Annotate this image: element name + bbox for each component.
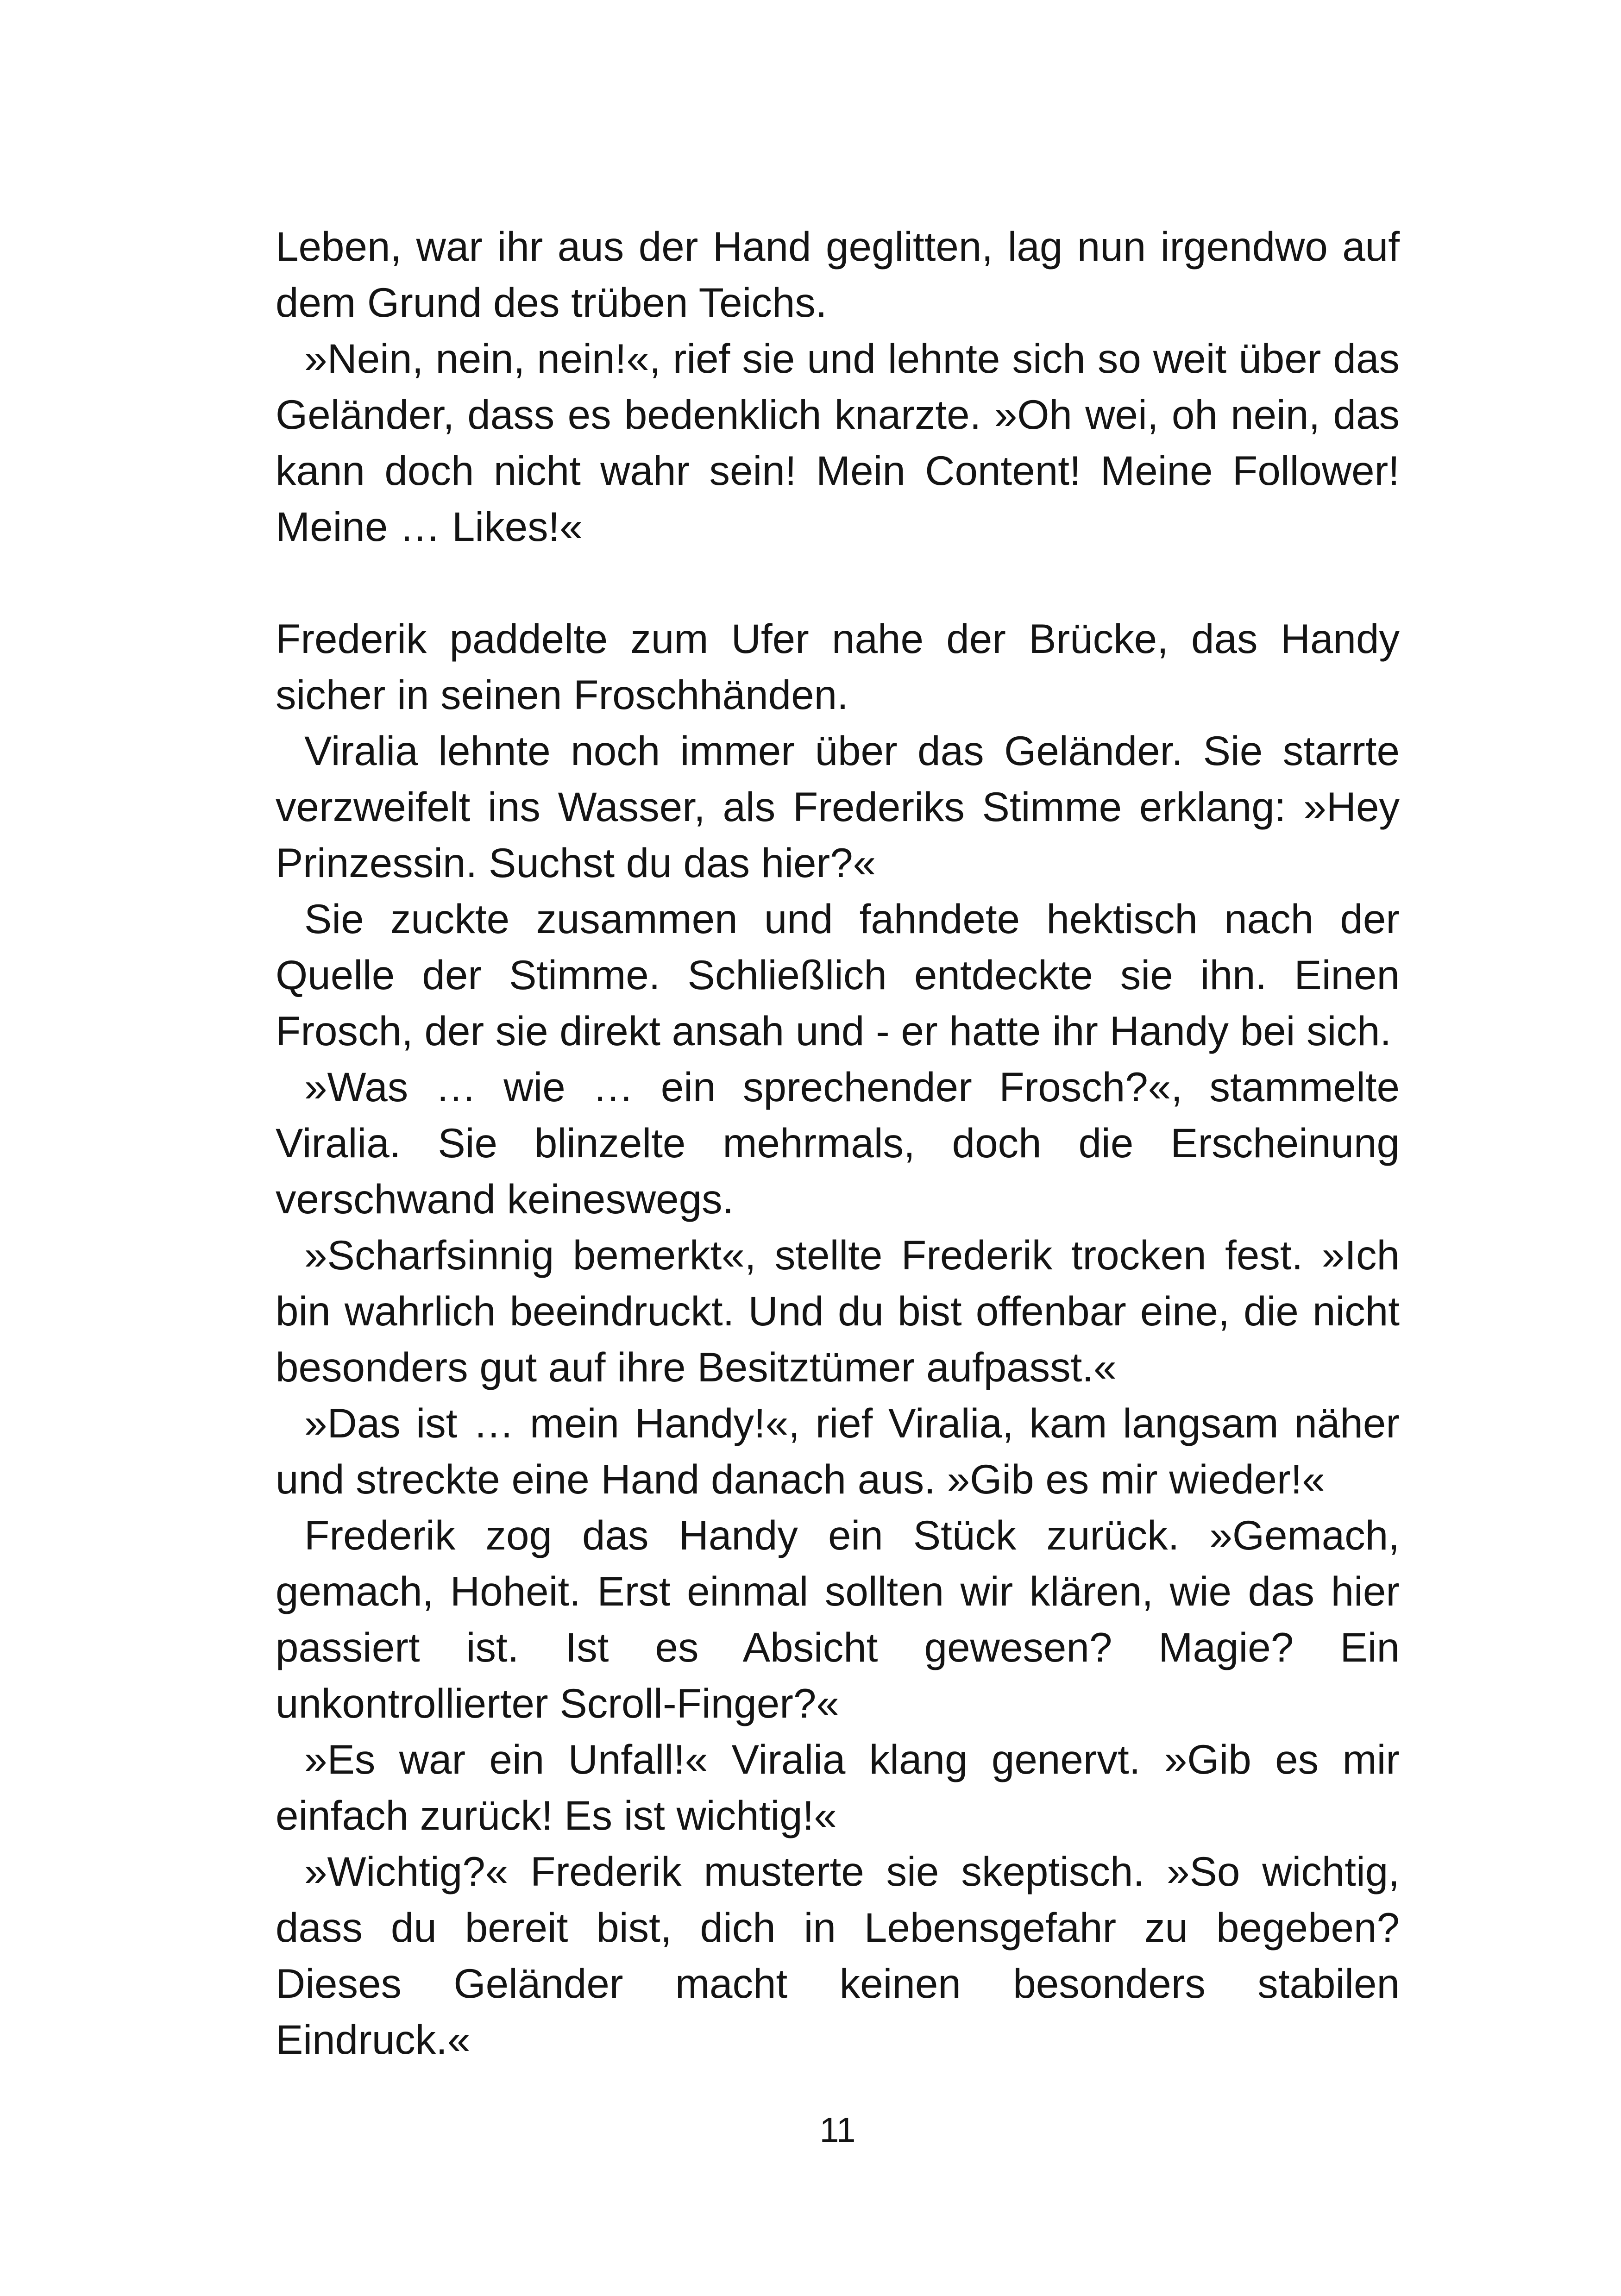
text-line: Quelle der Stimme. Schließlich entdeckte sie ihn. Einen	[276, 952, 1400, 998]
text-line: Leben, war ihr aus der Hand geglitten, lag nun irgendwo auf	[276, 223, 1400, 270]
paragraph	[276, 891, 1400, 1059]
paragraph	[276, 723, 1400, 891]
text-line: Geländer, dass es bedenklich knarzte. »Oh wei, oh nein, das	[276, 391, 1400, 438]
text-line: Frederik zog das Handy ein Stück zurück. »Gemach,	[304, 1512, 1400, 1558]
text-line: unkontrollierter Scroll-Finger?«	[276, 1680, 839, 1726]
text-line: verschwand keineswegs.	[276, 1176, 734, 1222]
text-line: »Nein, nein, nein!«, rief sie und lehnte sich so weit über das	[304, 335, 1400, 382]
text-line: einfach zurück! Es ist wichtig!«	[276, 1792, 837, 1838]
text-line: Sie zuckte zusammen und fahndete hektisch nach der	[304, 896, 1400, 942]
text-line: kann doch nicht wahr sein! Mein Content! Meine Follower!	[276, 447, 1400, 494]
paragraph	[276, 1731, 1400, 1844]
page-number: 11	[819, 2110, 856, 2149]
text-line: Frosch, der sie direkt ansah und - er hatte ihr Handy bei sich.	[276, 1008, 1392, 1054]
paragraph	[276, 331, 1400, 555]
text-line: besonders gut auf ihre Besitztümer aufpasst.«	[276, 1344, 1117, 1390]
text-block	[276, 219, 1400, 2068]
text-line: Dieses Geländer macht keinen besonders stabilen	[276, 1960, 1400, 2007]
text-line: dem Grund des trüben Teichs.	[276, 279, 827, 326]
text-line: passiert ist. Ist es Absicht gewesen? Magie? Ein	[276, 1624, 1400, 1670]
text-line: Viralia lehnte noch immer über das Geländer. Sie starrte	[304, 728, 1400, 774]
text-line: Viralia. Sie blinzelte mehrmals, doch die Erscheinung	[276, 1120, 1400, 1166]
paragraph	[276, 1507, 1400, 1731]
paragraph	[276, 611, 1400, 723]
text-line: dass du bereit bist, dich in Lebensgefahr zu begeben?	[276, 1904, 1400, 1951]
text-line: »Es war ein Unfall!« Viralia klang genervt. »Gib es mir	[304, 1736, 1400, 1782]
paragraph	[276, 1395, 1400, 1507]
paragraph	[276, 1844, 1400, 2068]
text-line: Prinzessin. Suchst du das hier?«	[276, 840, 876, 886]
paragraph	[276, 219, 1400, 331]
text-line: gemach, Hoheit. Erst einmal sollten wir klären, wie das hier	[276, 1568, 1400, 1614]
text-line: Frederik paddelte zum Ufer nahe der Brücke, das Handy	[276, 615, 1400, 662]
text-line: »Wichtig?« Frederik musterte sie skeptisch. »So wichtig,	[304, 1848, 1400, 1895]
text-line: »Scharfsinnig bemerkt«, stellte Frederik trocken fest. »Ich	[304, 1232, 1400, 1278]
text-line: bin wahrlich beeindruckt. Und du bist offenbar eine, die nicht	[276, 1288, 1400, 1334]
text-line: verzweifelt ins Wasser, als Frederiks Stimme erklang: »Hey	[276, 784, 1400, 830]
paragraph	[276, 1227, 1400, 1395]
text-line: und streckte eine Hand danach aus. »Gib es mir wieder!«	[276, 1456, 1325, 1502]
paragraph	[276, 1059, 1400, 1227]
text-line: »Das ist … mein Handy!«, rief Viralia, kam langsam näher	[304, 1400, 1400, 1446]
text-line: Meine … Likes!«	[276, 503, 583, 550]
text-line: »Was … wie … ein sprechender Frosch?«, stammelte	[304, 1064, 1400, 1110]
text-line: Eindruck.«	[276, 2016, 471, 2063]
text-line: sicher in seinen Froschhänden.	[276, 671, 848, 718]
